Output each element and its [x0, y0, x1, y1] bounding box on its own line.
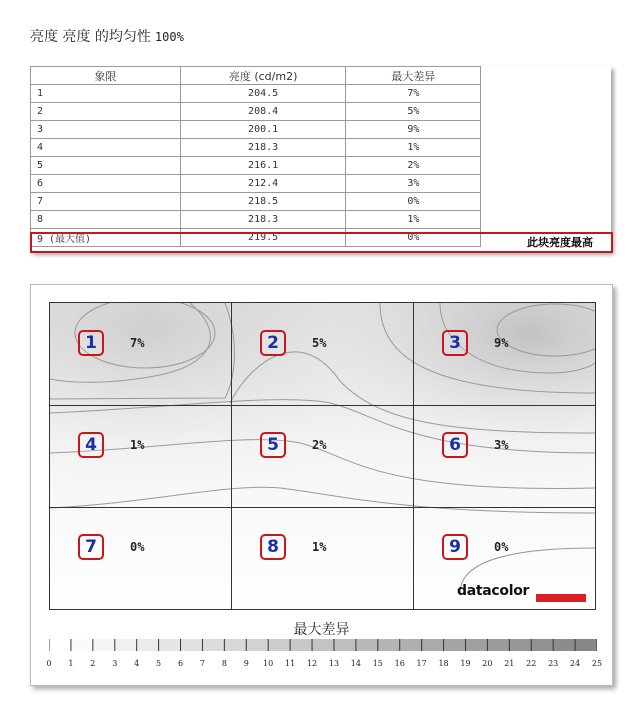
quadrant-number-4: 4 — [78, 432, 104, 458]
scale-segment — [246, 639, 268, 651]
note-cell — [481, 193, 611, 211]
scale-tick-label: 9 — [243, 659, 249, 668]
quadrant-number-6: 6 — [442, 432, 468, 458]
quadrant-cell: 6 — [31, 175, 181, 193]
luminance-cell: 212.4 — [180, 175, 346, 193]
quadrant-cell: 5 — [31, 157, 181, 175]
scale-segment — [487, 639, 509, 651]
note-cell — [481, 139, 611, 157]
quadrant-number-1: 1 — [78, 330, 104, 356]
title-percent: 100% — [154, 30, 184, 44]
note-cell — [481, 157, 611, 175]
scale-segment — [71, 639, 93, 651]
table-row — [31, 211, 611, 229]
scale-segment — [531, 639, 553, 651]
scale-segment — [290, 639, 312, 651]
scale-segment — [575, 639, 597, 651]
max-diff-cell: 5% — [346, 103, 481, 121]
max-diff-cell: 2% — [346, 157, 481, 175]
luminance-cell: 218.5 — [180, 193, 346, 211]
scale-tick-label: 14 — [350, 659, 361, 668]
scale-segment — [137, 639, 159, 651]
table-row — [31, 175, 611, 193]
table-row — [31, 157, 611, 175]
luminance-cell: 218.3 — [180, 211, 346, 229]
table-row — [31, 103, 611, 121]
quadrant-diff-6: 3% — [494, 438, 509, 452]
max-diff-cell: 0% — [346, 229, 481, 247]
col-header-luminance: 亮度 (cd/m2) — [180, 67, 346, 85]
quadrant-number-9: 9 — [442, 534, 468, 560]
scale-segment — [553, 639, 575, 651]
scale-tick-label: 11 — [285, 659, 296, 668]
scale-segment — [181, 639, 203, 651]
quadrant-cell: 4 — [31, 139, 181, 157]
scale-segment — [378, 639, 400, 651]
scale-tick-label: 12 — [306, 659, 318, 668]
col-header-quadrant: 象限 — [31, 67, 181, 85]
scale-tick-label: 25 — [591, 659, 603, 668]
col-header-max-diff: 最大差异 — [346, 67, 481, 85]
quadrant-diff-5: 2% — [312, 438, 327, 452]
uniformity-map-panel — [30, 284, 613, 686]
table-header-row — [31, 67, 611, 85]
luminance-cell: 219.5 — [180, 229, 346, 247]
scale-tick-label: 5 — [156, 659, 162, 668]
note-cell — [481, 211, 611, 229]
table-row — [31, 85, 611, 103]
scale-tick-label: 13 — [328, 659, 340, 668]
luminance-cell: 204.5 — [180, 85, 346, 103]
luminance-cell: 218.3 — [180, 139, 346, 157]
scale-tick-label: 16 — [394, 659, 405, 668]
note-cell — [481, 85, 611, 103]
quadrant-cell: 2 — [31, 103, 181, 121]
scale-tick-label: 6 — [177, 659, 184, 668]
scale-segment — [465, 639, 487, 651]
scale-tick-label: 3 — [112, 659, 118, 668]
page-title — [30, 26, 184, 46]
scale-segment — [93, 639, 115, 651]
scale-segment — [356, 639, 378, 651]
table-row — [31, 121, 611, 139]
quadrant-cell: 3 — [31, 121, 181, 139]
scale-segment — [509, 639, 531, 651]
max-diff-cell: 7% — [346, 85, 481, 103]
scale-tick-label: 18 — [438, 659, 449, 668]
quadrant-diff-3: 9% — [494, 336, 509, 350]
scale-segment — [202, 639, 224, 651]
luminance-cell: 208.4 — [180, 103, 346, 121]
scale-tick-label: 22 — [526, 659, 537, 668]
table-row — [31, 193, 611, 211]
quadrant-number-3: 3 — [442, 330, 468, 356]
quadrant-diff-2: 5% — [312, 336, 327, 350]
table-row — [31, 139, 611, 157]
datacolor-logo-bar — [536, 594, 586, 602]
quadrant-cell: 7 — [31, 193, 181, 211]
uniformity-table-card — [30, 66, 611, 252]
quadrant-cell: 9 (最大值) — [31, 229, 181, 247]
quadrant-diff-1: 7% — [130, 336, 145, 350]
scale-segment — [159, 639, 181, 651]
scale-tick-label: 24 — [569, 659, 581, 668]
max-diff-cell: 0% — [346, 193, 481, 211]
quadrant-diff-8: 1% — [312, 540, 327, 554]
scale-tick-label: 15 — [372, 659, 383, 668]
quadrant-diff-7: 0% — [130, 540, 145, 554]
scale-segment — [400, 639, 422, 651]
scale-tick-label: 8 — [221, 659, 227, 668]
scale-segment — [224, 639, 246, 651]
scale-title: 最大差异 — [293, 622, 350, 638]
scale-segment — [268, 639, 290, 651]
quadrant-diff-9: 0% — [494, 540, 509, 554]
max-diff-cell: 3% — [346, 175, 481, 193]
scale-tick-label: 20 — [482, 659, 493, 668]
scale-tick-label: 1 — [68, 659, 74, 668]
max-diff-cell: 1% — [346, 139, 481, 157]
uniformity-table — [30, 66, 611, 247]
scale-segment — [444, 639, 466, 651]
scale-tick-label: 17 — [416, 659, 427, 668]
scale-tick-label: 0 — [46, 659, 52, 668]
luminance-cell: 216.1 — [180, 157, 346, 175]
scale-tick-label: 10 — [263, 659, 274, 668]
quadrant-diff-4: 1% — [130, 438, 145, 452]
max-diff-cell: 9% — [346, 121, 481, 139]
scale-tick-label: 7 — [199, 659, 205, 668]
col-header-note — [481, 67, 611, 85]
luminance-cell: 200.1 — [180, 121, 346, 139]
scale-tick-label: 4 — [134, 659, 140, 668]
quadrant-number-2: 2 — [260, 330, 286, 356]
note-cell — [481, 121, 611, 139]
quadrant-cell: 8 — [31, 211, 181, 229]
note-cell — [481, 175, 611, 193]
scale-segment — [422, 639, 444, 651]
quadrant-number-7: 7 — [78, 534, 104, 560]
note-cell — [481, 103, 611, 121]
scale-segment — [334, 639, 356, 651]
quadrant-number-8: 8 — [260, 534, 286, 560]
scale-tick-label: 19 — [460, 659, 471, 668]
scale-tick-label: 21 — [504, 659, 515, 668]
quadrant-number-5: 5 — [260, 432, 286, 458]
difference-scale-bar — [49, 639, 597, 653]
uniformity-map — [49, 302, 596, 610]
scale-tick-label: 23 — [548, 659, 559, 668]
quadrant-cell: 1 — [31, 85, 181, 103]
scale-tick-label: 2 — [90, 659, 96, 668]
max-diff-cell: 1% — [346, 211, 481, 229]
scale-segment — [115, 639, 137, 651]
scale-segment — [312, 639, 334, 651]
max-row-note: 此块亮度最高 — [527, 236, 593, 249]
title-text: 亮度 亮度 的均匀性 — [30, 29, 151, 45]
datacolor-logo: datacolor — [457, 583, 530, 599]
scale-segment — [49, 639, 71, 651]
